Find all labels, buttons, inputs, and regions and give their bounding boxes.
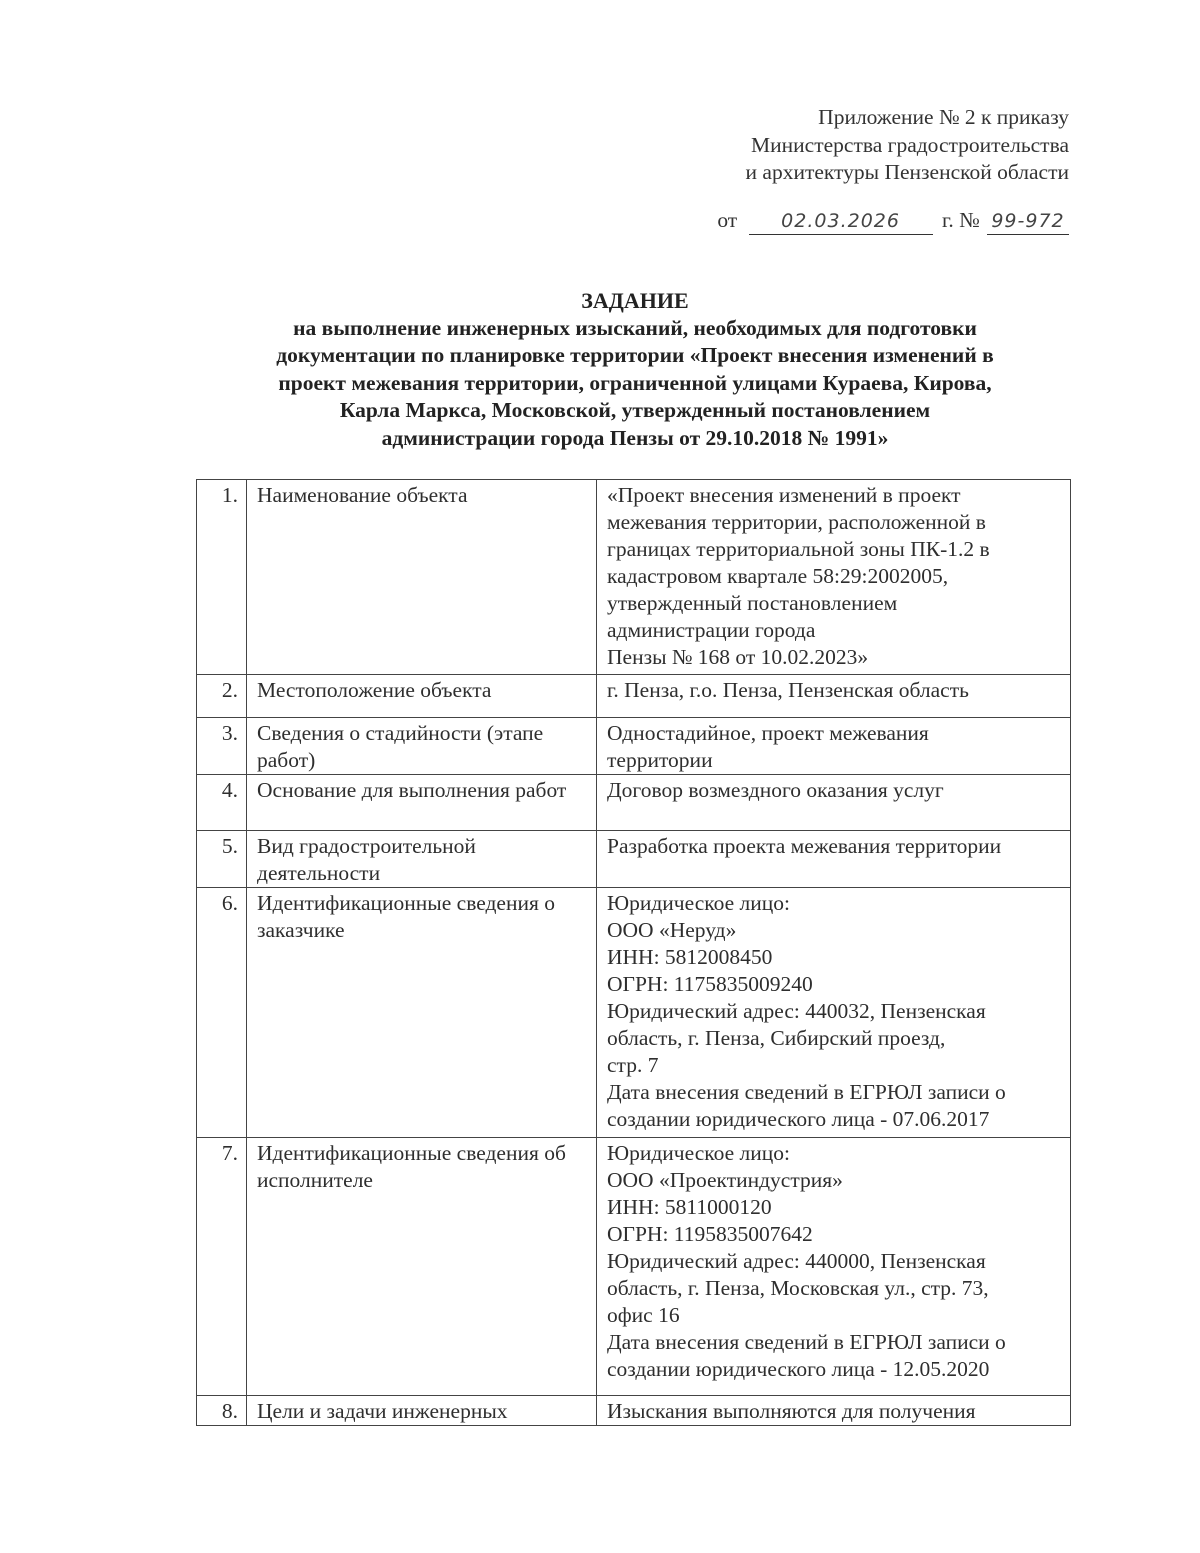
value-line: создании юридического лица - 12.05.2020 — [607, 1357, 990, 1381]
table-row — [197, 675, 1071, 718]
value-line: стр. 7 — [607, 1053, 659, 1077]
attachment-line: Приложение № 2 к приказу — [818, 105, 1069, 129]
row-number: 2. — [197, 675, 247, 718]
value-line: ОГРН: 1175835009240 — [607, 972, 813, 996]
value-line: Пензы № 168 от 10.02.2023» — [607, 645, 869, 669]
value-line: Одностадийное, проект межевания — [607, 721, 929, 745]
value-line: Дата внесения сведений в ЕГРЮЛ записи о — [607, 1080, 1006, 1104]
value-line: область, г. Пенза, Сибирский проезд, — [607, 1026, 946, 1050]
value-line: Юридическое лицо: — [607, 1141, 790, 1165]
title-line: проект межевания территории, ограниченной улицами Кураева, Кирова, — [278, 370, 992, 395]
row-number: 8. — [197, 1396, 247, 1426]
title-line: Карла Маркса, Московской, утвержденный постановлением — [339, 398, 931, 423]
value-line: ОГРН: 1195835007642 — [607, 1222, 813, 1246]
value-line: «Проект внесения изменений в проект — [607, 483, 961, 507]
table-row — [197, 888, 1071, 1138]
row-value — [597, 675, 1071, 718]
value-line: ООО «Неруд» — [607, 918, 737, 942]
row-number: 7. — [197, 1138, 247, 1396]
row-number: 3. — [197, 718, 247, 775]
row-label: Цели и задачи инженерных — [247, 1396, 597, 1426]
value-line: офис 16 — [607, 1303, 680, 1327]
title-line: на выполнение инженерных изысканий, необходимых для подготовки — [293, 315, 977, 340]
value-line: ООО «Проектиндустрия» — [607, 1168, 843, 1192]
title-heading: ЗАДАНИЕ — [581, 288, 689, 313]
row-label: Основание для выполнения работ — [247, 775, 597, 831]
value-line: Юридический адрес: 440000, Пензенская — [607, 1249, 986, 1273]
row-value — [597, 831, 1071, 888]
value-line: ИНН: 5812008450 — [607, 945, 773, 969]
row-value — [597, 1138, 1071, 1396]
row-value — [597, 1396, 1071, 1426]
table-row — [197, 831, 1071, 888]
value-line: область, г. Пенза, Московская ул., стр. 73, — [607, 1276, 989, 1300]
order-from-label: от — [717, 208, 738, 232]
row-label: Идентификационные сведения об исполнителе — [247, 1138, 597, 1396]
value-line: Договор возмездного оказания услуг — [607, 778, 944, 802]
row-value — [597, 775, 1071, 831]
table-row — [197, 775, 1071, 831]
value-line: администрации города — [607, 618, 816, 642]
row-number: 1. — [197, 480, 247, 675]
value-line: ИНН: 5811000120 — [607, 1195, 772, 1219]
table-row — [197, 1396, 1071, 1426]
row-label: Наименование объекта — [247, 480, 597, 675]
attachment-line: Министерства градостроительства — [751, 132, 1069, 157]
row-label: Местоположение объекта — [247, 675, 597, 718]
title-line: администрации города Пензы от 29.10.2018 № 1991» — [381, 425, 889, 450]
attachment-header — [746, 104, 1069, 187]
title-line: документации по планировке территории «Проект внесения изменений в — [276, 343, 994, 368]
value-line: Юридическое лицо: — [607, 891, 790, 915]
value-line: Дата внесения сведений в ЕГРЮЛ записи о — [607, 1330, 1006, 1354]
order-date: 02.03.2026 — [749, 209, 933, 235]
value-line: межевания территории, расположенной в — [607, 510, 986, 534]
order-year-label: г. № — [941, 208, 980, 232]
specification-table — [196, 479, 1071, 1426]
row-value — [597, 888, 1071, 1138]
row-value — [597, 718, 1071, 775]
value-line: Разработка проекта межевания территории — [607, 834, 1002, 858]
row-number: 6. — [197, 888, 247, 1138]
table-row — [197, 1138, 1071, 1396]
row-number: 5. — [197, 831, 247, 888]
order-reference — [717, 208, 1069, 235]
value-line: кадастровом квартале 58:29:2002005, — [607, 564, 949, 588]
table-row — [197, 480, 1071, 675]
row-label: Сведения о стадийности (этапе работ) — [247, 718, 597, 775]
value-line: территории — [607, 748, 713, 772]
value-line: Изыскания выполняются для получения — [607, 1399, 976, 1423]
row-label: Идентификационные сведения о заказчике — [247, 888, 597, 1138]
attachment-line: и архитектуры Пензенской области — [745, 160, 1069, 184]
row-label: Вид градостроительной деятельности — [247, 831, 597, 888]
value-line: границах территориальной зоны ПК-1.2 в — [607, 537, 990, 561]
order-number: 99-972 — [987, 209, 1069, 235]
row-value — [597, 480, 1071, 675]
value-line: Юридический адрес: 440032, Пензенская — [607, 999, 986, 1023]
value-line: создании юридического лица - 07.06.2017 — [607, 1107, 990, 1131]
document-title — [200, 287, 1070, 453]
row-number: 4. — [197, 775, 247, 831]
value-line: утвержденный постановлением — [607, 591, 898, 615]
value-line: г. Пенза, г.о. Пенза, Пензенская область — [607, 678, 969, 702]
table-row — [197, 718, 1071, 775]
